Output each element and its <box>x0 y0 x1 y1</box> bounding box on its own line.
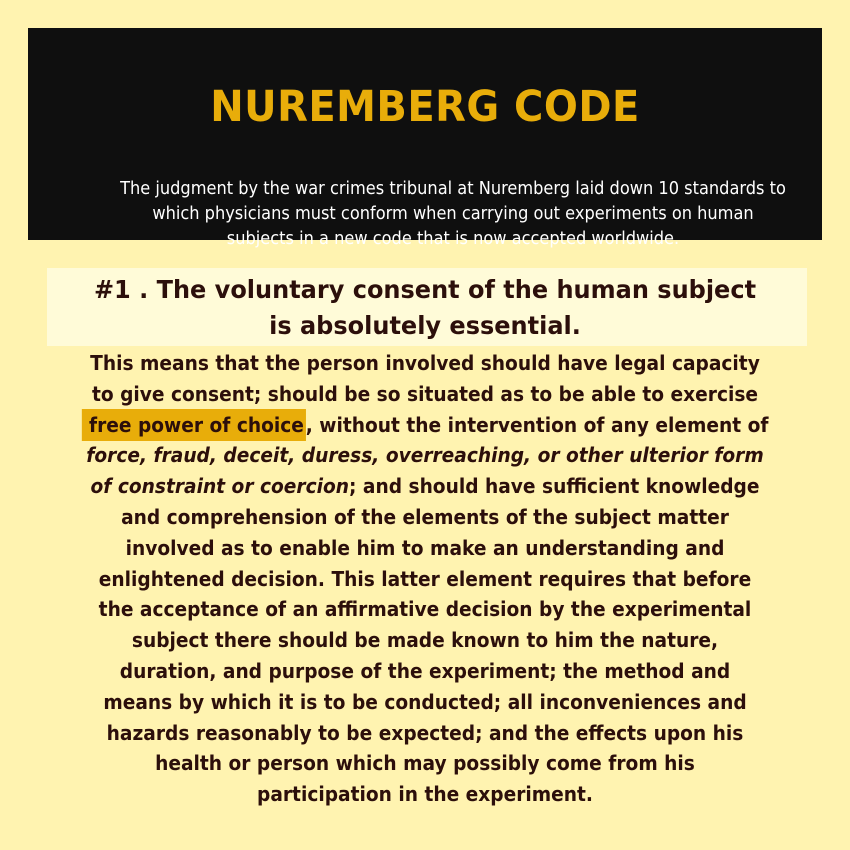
principle-heading-line-2: is absolutely essential. <box>269 311 581 340</box>
principle-body <box>58 348 793 810</box>
body-line: enlightened decision. This latter element requires that before <box>98 566 752 591</box>
header-subtitle-line-1: The judgment by the war crimes tribunal at Nuremberg laid down 10 standards to <box>120 178 786 199</box>
body-line: means by which it is to be conducted; all inconveniences and <box>103 689 747 714</box>
body-line: health or person which may possibly come from his <box>155 751 695 776</box>
header-banner <box>28 28 822 249</box>
header-subtitle-line-2: which physicians must conform when carrying out experiments on human <box>152 203 754 224</box>
body-line <box>58 410 793 441</box>
body-line: hazards reasonably to be expected; and the effects upon his <box>106 720 744 745</box>
header-subtitle-line-3: subjects in a new code that is now accepted worldwide. <box>226 228 680 249</box>
body-line: duration, and purpose of the experiment; the method and <box>119 658 731 683</box>
body-line: and comprehension of the elements of the subject matter <box>121 504 729 529</box>
highlighted-phrase: free power of choice <box>82 409 306 441</box>
body-line-segment: , without the intervention of any element of <box>305 412 769 437</box>
body-line: the acceptance of an affirmative decision by the experimental <box>98 597 752 622</box>
body-line: to give consent; should be so situated as to be able to exercise <box>91 381 759 406</box>
body-line: This means that the person involved should have legal capacity <box>90 351 760 375</box>
header-subtitle <box>99 176 806 251</box>
body-line: subject there should be made known to him the nature, <box>131 628 719 653</box>
page-title: NUREMBERG CODE <box>210 82 640 132</box>
principle-heading-line-1: #1 . The voluntary consent of the human subject <box>93 275 757 304</box>
body-line-italic: force, fraud, deceit, duress, overreaching, or other ulterior form <box>86 443 764 468</box>
body-line-segment: ; and should have sufficient knowledge <box>349 474 760 499</box>
body-line: participation in the experiment. <box>257 782 593 807</box>
body-line <box>58 471 793 502</box>
principle-heading <box>46 272 804 344</box>
italic-phrase: of constraint or coercion <box>90 474 350 499</box>
body-line: involved as to enable him to make an understanding and <box>125 535 725 560</box>
